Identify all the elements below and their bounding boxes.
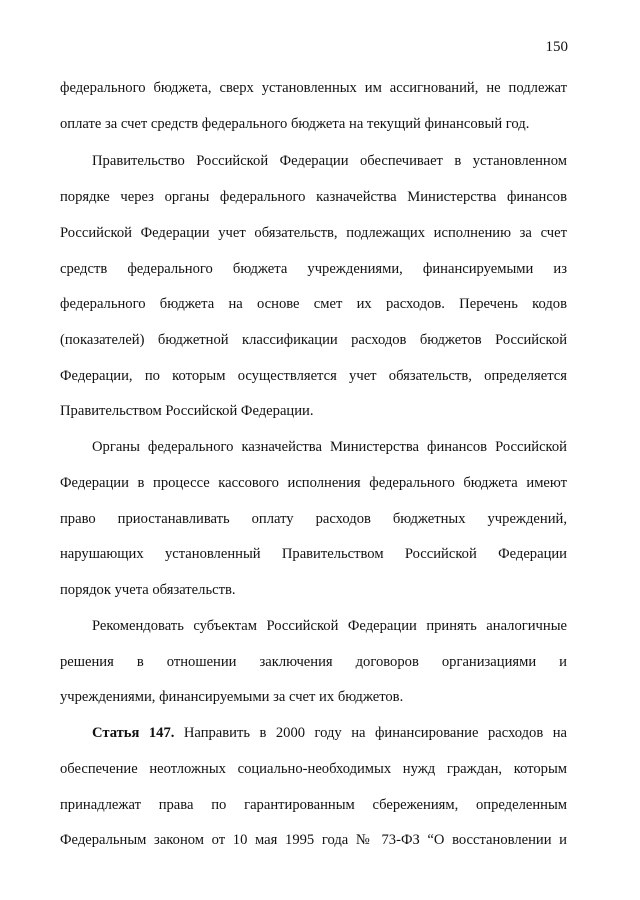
text-line: средств федерального бюджета учреждениями, финансируемыми из <box>60 261 567 277</box>
text-line: нарушающих установленный Правительством Российской Федерации <box>60 546 567 562</box>
text-line: Рекомендовать субъектам Российской Федерации принять аналогичные <box>92 618 567 634</box>
text-line: Российской Федерации учет обязательств, подлежащих исполнению за счет <box>60 225 567 241</box>
text-line: Правительством Российской Федерации. <box>60 403 314 419</box>
article-label: Статья 147. <box>92 725 175 741</box>
text-line: обеспечение неотложных социально-необходимых нужд граждан, которым <box>60 761 567 777</box>
text-line: Органы федерального казначейства Министерства финансов Российской <box>92 439 567 455</box>
text-line: порядке через органы федерального казначейства Министерства финансов <box>60 189 567 205</box>
text-line: Правительство Российской Федерации обеспечивает в установленном <box>92 153 567 169</box>
text-line: порядок учета обязательств. <box>60 582 236 598</box>
text-line: федерального бюджета на основе смет их расходов. Перечень кодов <box>60 296 567 312</box>
text-line: учреждениями, финансируемыми за счет их бюджетов. <box>60 689 404 705</box>
text-line: оплате за счет средств федерального бюджета на текущий финансовый год. <box>60 116 530 132</box>
text-line <box>92 723 567 743</box>
text-line: право приостанавливать оплату расходов бюджетных учреждений, <box>60 511 567 527</box>
text-line: Федерации, по которым осуществляется учет обязательств, определяется <box>60 368 567 384</box>
text-line: (показателей) бюджетной классификации расходов бюджетов Российской <box>60 332 567 348</box>
article-text: Направить в 2000 году на финансирование расходов на <box>174 725 567 741</box>
page-number: 150 <box>545 39 568 55</box>
text-line: Федерации в процессе кассового исполнения федерального бюджета имеют <box>60 475 567 491</box>
text-line: принадлежат права по гарантированным сбережениям, определенным <box>60 797 567 813</box>
text-line: Федеральным законом от 10 мая 1995 года № 73-ФЗ “О восстановлении и <box>60 832 567 848</box>
text-line: решения в отношении заключения договоров организациями и <box>60 654 567 670</box>
text-line: федерального бюджета, сверх установленных им ассигнований, не подлежат <box>60 80 567 96</box>
